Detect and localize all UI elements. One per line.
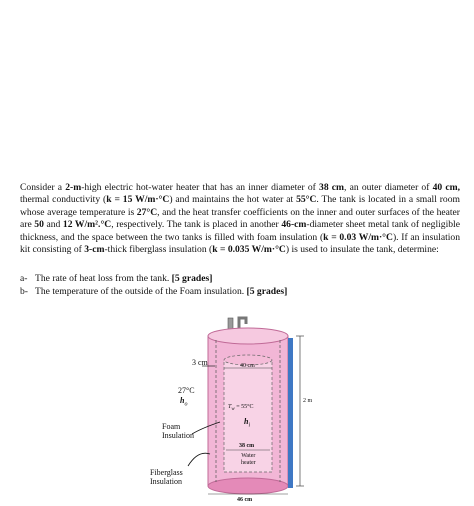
task-a-grade: [5 grades] <box>171 273 213 284</box>
task-a-text: The rate of heat loss from the tank. <box>35 273 172 284</box>
task-a-label: a- <box>20 273 28 284</box>
h-outer-symbol: h <box>180 396 185 405</box>
task-b-grade: [5 grades] <box>246 286 288 297</box>
h-inner-symbol: h <box>244 417 249 426</box>
metal-tank-diameter-label: 46 cm <box>237 497 253 503</box>
water-temp-label <box>228 404 253 413</box>
thickness-label: 3 cm <box>192 358 208 367</box>
h-inner-sub: i <box>248 422 251 429</box>
heater-label: Water heater <box>241 453 256 466</box>
task-list <box>20 272 460 298</box>
h-outer-sub: o <box>184 401 188 408</box>
fiberglass-layer <box>288 338 293 488</box>
task-a <box>20 272 460 285</box>
problem-statement: Consider a 2-m-high electric hot-water heater that has an inner diameter of 38 cm, an outer diameter of 40 cm, thermal conductivity (k = 15 W/m·°C) and maintains the hot water at 55°C. The tank is located in a small room whose average temperature is 27°C, and the heat transfer coefficients on the inner and outer surfaces of the heater are 50 and 12 W/m².°C, respectively. The tank is placed in another 46-cm-diameter sheet metal tank of negligible thickness, and the space between the two tanks is filled with foam insulation (k = 0.03 W/m·°C). If an insulation kit consisting of 3-cm-thick fiberglass insulation (k = 0.035 W/m·°C) is used to insulate the tank, determine: <box>20 182 460 256</box>
fiberglass-label: Fiberglass Insulation <box>150 468 183 486</box>
foam-label: Foam Insulation <box>162 422 194 440</box>
tank-bottom <box>208 478 288 494</box>
water-temp-symbol: T <box>228 404 232 410</box>
h-outer-label <box>180 396 187 410</box>
height-label: 2 m <box>303 398 313 404</box>
tank-top <box>208 328 288 344</box>
h-inner-label <box>244 417 250 431</box>
inner-diameter-label: 38 cm <box>239 443 255 449</box>
outer-diameter-label: 40 cm <box>240 363 255 369</box>
fiberglass-leader <box>188 453 210 466</box>
water-temp-sub: w <box>231 407 235 413</box>
task-b-text: The temperature of the outside of the Foam insulation. <box>35 286 247 297</box>
water-heater-figure <box>140 310 360 506</box>
water-temp-value: = 55°C <box>234 404 254 410</box>
room-temp-label: 27°C <box>178 386 195 395</box>
task-b <box>20 285 460 298</box>
task-b-label: b- <box>20 286 28 297</box>
